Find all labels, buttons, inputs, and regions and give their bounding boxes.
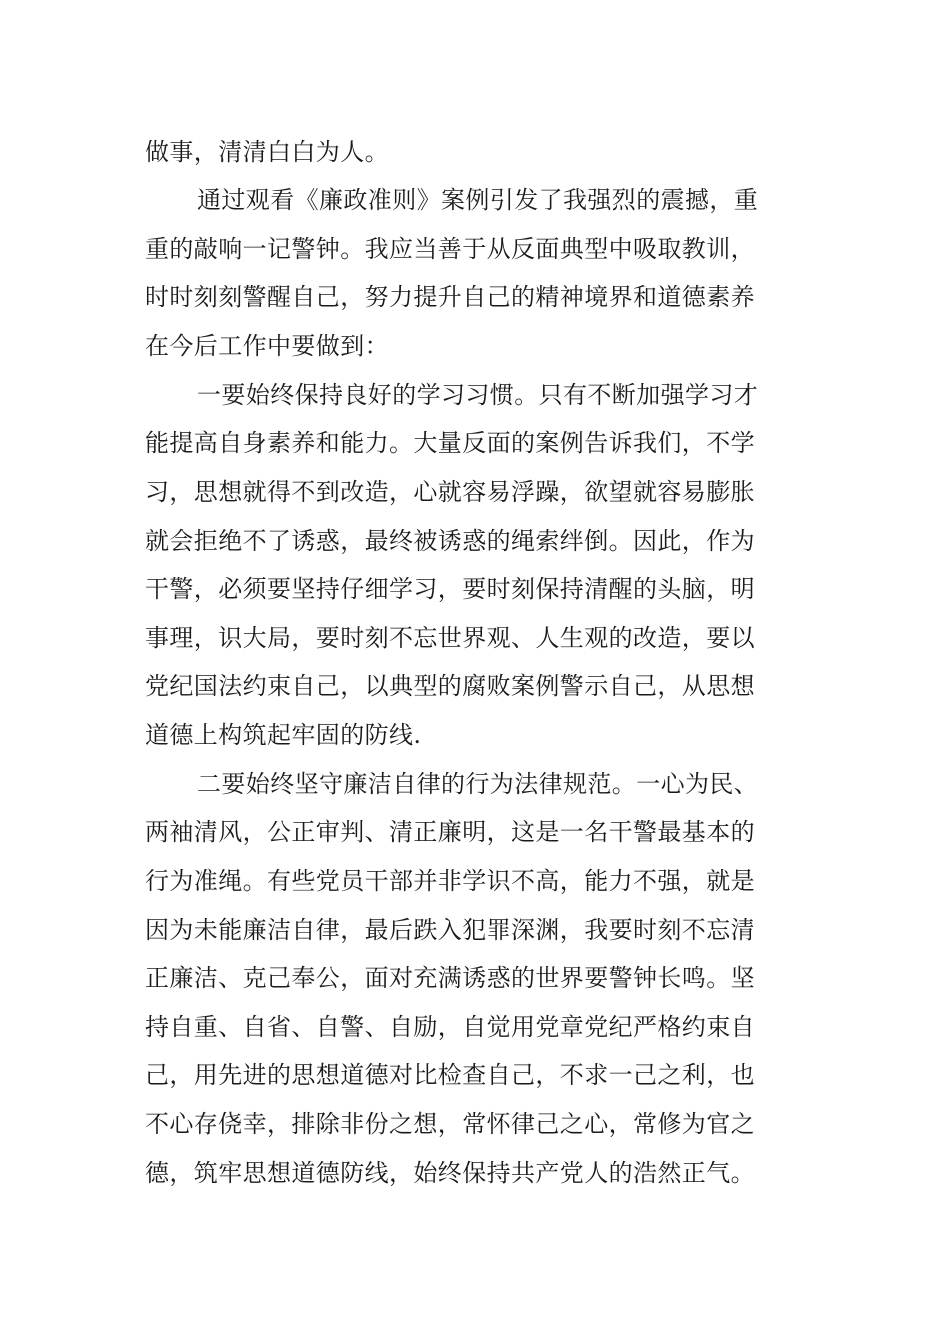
text-line: 习，思想就得不到改造，心就容易浮躁，欲望就容易膨胀	[145, 478, 755, 506]
text-line: 时时刻刻警醒自己，努力提升自己的精神境界和道德素养	[145, 283, 755, 311]
text-line: 能提高自身素养和能力。大量反面的案例告诉我们，不学	[145, 429, 755, 457]
paragraph-first-line: 一要始终保持良好的学习习惯。只有不断加强学习才	[197, 381, 759, 409]
text-line: 因为未能廉洁自律，最后跌入犯罪深渊，我要时刻不忘清	[145, 916, 755, 944]
text-line: 事理，识大局，要时刻不忘世界观、人生观的改造，要以	[145, 624, 755, 652]
text-line: 不心存侥幸，排除非份之想，常怀律己之心，常修为官之	[145, 1110, 755, 1138]
text-line: 党纪国法约束自己，以典型的腐败案例警示自己，从思想	[145, 672, 755, 700]
text-line: 两袖清风，公正审判、清正廉明，这是一名干警最基本的	[145, 818, 755, 846]
text-line: 重的敲响一记警钟。我应当善于从反面典型中吸取教训，	[145, 235, 755, 263]
text-line: 己，用先进的思想道德对比检查自己，不求一己之利，也	[145, 1061, 755, 1089]
paragraph-first-line: 二要始终坚守廉洁自律的行为法律规范。一心为民、	[197, 770, 759, 798]
text-line: 就会拒绝不了诱惑，最终被诱惑的绳索绊倒。因此，作为	[145, 527, 755, 555]
text-line: 道德上构筑起牢固的防线.	[145, 721, 422, 749]
text-line: 正廉洁、克己奉公，面对充满诱惑的世界要警钟长鸣。坚	[145, 964, 755, 992]
text-line: 行为准绳。有些党员干部并非学识不高，能力不强，就是	[145, 867, 755, 895]
text-line: 德，筑牢思想道德防线，始终保持共产党人的浩然正气。	[145, 1159, 755, 1187]
text-line: 持自重、自省、自警、自励，自觉用党章党纪严格约束自	[145, 1013, 755, 1041]
paragraph-first-line: 通过观看《廉政准则》案例引发了我强烈的震撼，重	[197, 186, 759, 214]
text-line: 干警，必须要坚持仔细学习，要时刻保持清醒的头脑，明	[145, 575, 755, 603]
text-line: 在今后工作中要做到：	[145, 332, 389, 360]
text-line: 做事，清清白白为人。	[145, 138, 389, 166]
